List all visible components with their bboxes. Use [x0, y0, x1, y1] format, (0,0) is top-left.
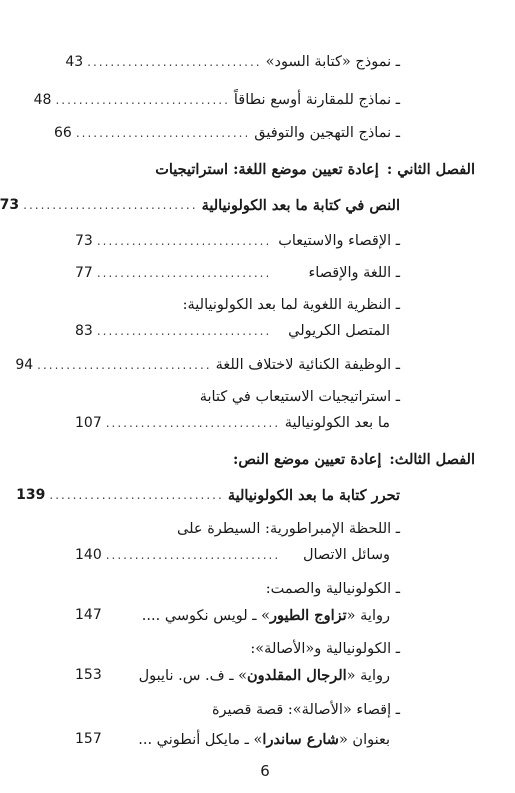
toc-entry-continued [15, 727, 515, 751]
entry-page: 73 [75, 233, 93, 249]
toc-entry [15, 698, 515, 722]
entry-page: 66 [54, 125, 72, 141]
leader-dots: .............................. [87, 55, 262, 69]
toc-entry-continued [15, 663, 515, 687]
entry-title: ـ اللغة والإقصاء [308, 265, 400, 281]
entry-title: المتصل الكريولي [288, 323, 390, 339]
entry-title-bold: الرجال المقلدون [247, 666, 347, 684]
entry-title: تحرر كتابة ما بعد الكولونيالية [227, 486, 400, 504]
entry-title: وسائل الاتصال [302, 547, 390, 563]
entry-title: ـ استراتيجيات الاستيعاب في كتابة [199, 389, 400, 405]
toc-entry-continued [15, 319, 515, 343]
entry-title: ـ إقصاء «الأصالة»: قصة قصيرة [211, 702, 400, 718]
toc-entry [15, 577, 515, 601]
leader-dots: .............................. [96, 324, 272, 338]
entry-title: ـ اللحظة الإمبراطورية: السيطرة على [177, 521, 400, 537]
leader-dots: .............................. [75, 126, 251, 140]
entry-title-post: » ـ ف. س. نايبول [138, 667, 248, 684]
entry-title: ـ نماذج التهجين والتوفيق [254, 125, 400, 141]
toc-entry [15, 50, 515, 74]
toc-entry-continued [15, 411, 515, 435]
entry-title: ـ الكولونيالية و«الأصالة»: [250, 641, 400, 657]
entry-page: 139 [16, 487, 46, 503]
entry-page: 48 [33, 92, 52, 108]
toc-entry-continued [15, 543, 515, 567]
entry-title: ـ نموذج «كتابة السود» [265, 54, 400, 70]
entry-title [139, 667, 390, 684]
toc-entry [15, 353, 515, 377]
toc-entry-continued [15, 603, 515, 627]
entry-title-pre: رواية « [346, 667, 390, 684]
entry-title: ـ النظرية اللغوية لما بعد الكولونيالية: [182, 297, 400, 313]
toc-entry [15, 121, 515, 145]
entry-title: ـ نماذج للمقارنة أوسع نطاقاً [233, 92, 400, 108]
entry-title [142, 607, 390, 624]
leader-dots: .............................. [37, 358, 212, 372]
entry-page: 77 [75, 265, 93, 281]
entry-title-post: » ـ لويس نكوسي .... [141, 607, 270, 624]
entry-page: 83 [75, 323, 93, 339]
toc-entry [15, 229, 515, 253]
entry-title-pre: بعنوان « [338, 731, 390, 748]
entry-title-pre: رواية « [346, 607, 390, 624]
entry-page: 157 [75, 731, 102, 747]
leader-dots: .............................. [105, 548, 281, 562]
entry-page: 147 [75, 607, 102, 623]
entry-title: ما بعد الكولونيالية [284, 415, 390, 431]
entry-page: 73 [0, 197, 20, 213]
toc-entry [15, 88, 515, 112]
toc-entry [15, 517, 515, 541]
leader-dots: .............................. [96, 266, 272, 280]
toc-entry [0, 193, 515, 217]
leader-dots: .............................. [105, 416, 281, 430]
toc-entry [15, 261, 515, 285]
entry-title: ـ الإقصاء والاستيعاب [278, 233, 400, 249]
entry-title: النص في كتابة ما بعد الكولونيالية [201, 196, 400, 214]
entry-page: 43 [65, 54, 84, 70]
chapter-label: الفصل الثاني : [386, 160, 475, 178]
entry-page: 107 [75, 415, 102, 431]
toc-entry [15, 293, 515, 317]
leader-dots: .............................. [96, 234, 272, 248]
leader-dots: .............................. [49, 488, 224, 502]
toc-entry [15, 385, 515, 409]
entry-title-bold: تزاوج الطيور [269, 606, 347, 624]
entry-title: ـ الوظيفة الكنائية لاختلاف اللغة [215, 357, 400, 373]
entry-title [138, 731, 390, 748]
chapter-label: الفصل الثالث: [389, 450, 475, 468]
leader-dots: .............................. [23, 198, 198, 212]
chapter-title: إعادة تعيين موضع النص: [233, 450, 382, 468]
entry-title-bold: شارع ساندرا [262, 730, 339, 748]
entry-page: 153 [75, 667, 102, 683]
leader-dots: .............................. [55, 93, 230, 107]
chapter-heading [15, 447, 515, 471]
chapter-title: إعادة تعيين موضع اللغة: استراتيجيات [155, 160, 379, 178]
toc-entry [15, 483, 515, 507]
toc-entry [15, 637, 515, 661]
entry-title-post: » ـ مايكل أنطوني ... [138, 731, 263, 748]
entry-page: 140 [75, 547, 102, 563]
page-number: 6 [260, 762, 270, 780]
entry-page: 94 [15, 357, 34, 373]
chapter-heading [15, 157, 515, 181]
entry-title: ـ الكولونيالية والصمت: [265, 581, 400, 597]
